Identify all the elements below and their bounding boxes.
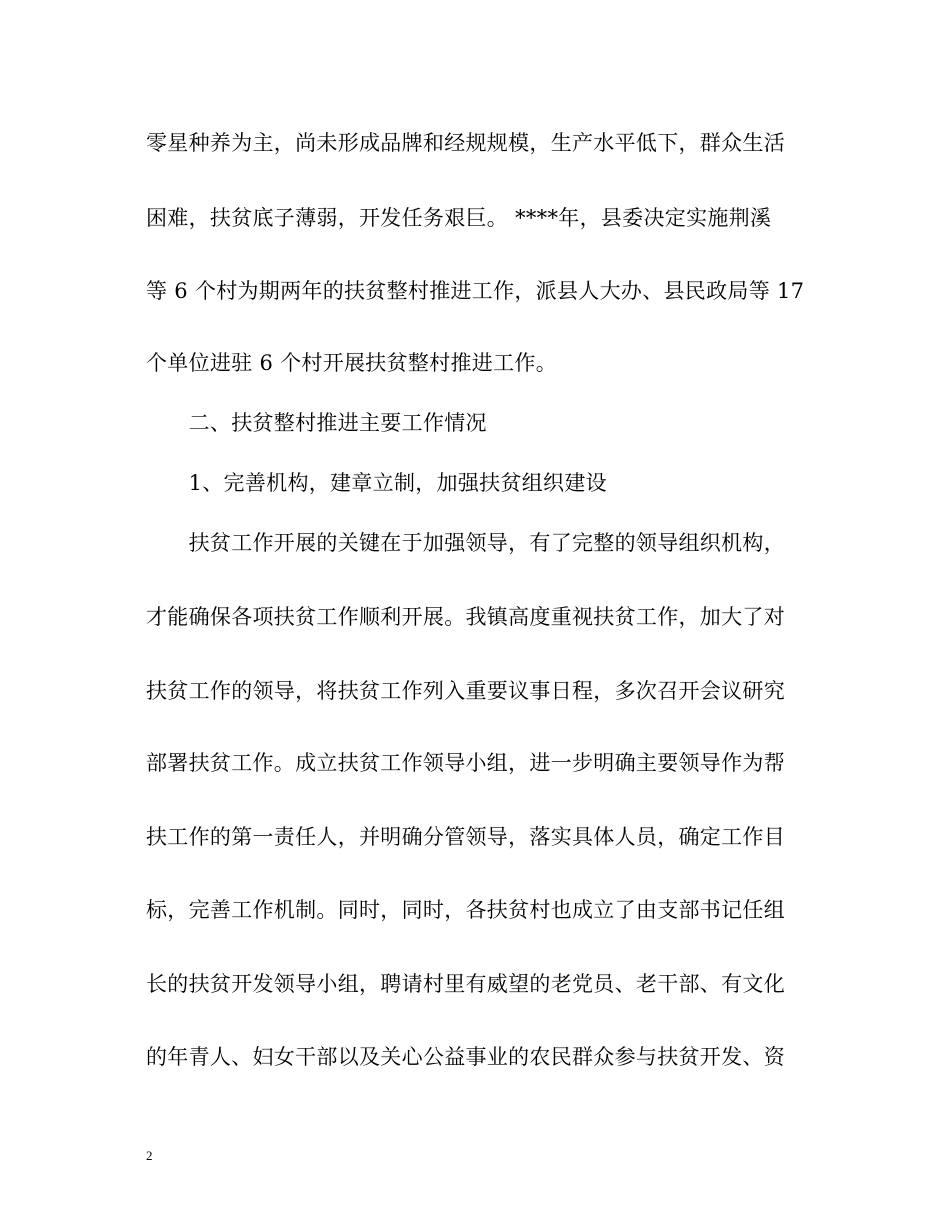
body-text-line: 扶贫工作的领导，将扶贫工作列入重要议事日程，多次召开会议研究	[146, 679, 785, 703]
subsection-heading: 1、完善机构，建章立制，加强扶贫组织建设	[146, 471, 607, 495]
body-text-line: 个单位进驻 6 个村开展扶贫整村推进工作。	[146, 351, 558, 375]
page-number: 2	[146, 1148, 153, 1163]
body-text-line: 部署扶贫工作。成立扶贫工作领导小组，进一步明确主要领导作为帮	[146, 751, 785, 775]
body-text-line: 困难，扶贫底子薄弱，开发任务艰巨。 ****年，县委决定实施荆溪	[146, 206, 772, 230]
body-text-line: 才能确保各项扶贫工作顺利开展。我镇高度重视扶贫工作，加大了对	[146, 605, 785, 629]
body-text-line: 等 6 个村为期两年的扶贫整村推进工作，派县人大办、县民政局等 17	[146, 279, 805, 303]
body-text-line: 长的扶贫开发领导小组，聘请村里有威望的老党员、老干部、有文化	[146, 972, 785, 996]
section-heading: 二、扶贫整村推进主要工作情况	[146, 411, 487, 435]
body-text-line: 的年青人、妇女干部以及关心公益事业的农民群众参与扶贫开发、资	[146, 1045, 785, 1069]
body-text-line: 扶贫工作开展的关键在于加强领导，有了完整的领导组织机构，	[146, 531, 785, 555]
body-text-line: 扶工作的第一责任人，并明确分管领导，落实具体人员，确定工作目	[146, 825, 785, 849]
body-text-line: 标，完善工作机制。同时，同时，各扶贫村也成立了由支部书记任组	[146, 898, 785, 922]
body-text-line: 零星种养为主，尚未形成品牌和经规规模，生产水平低下，群众生活	[146, 131, 785, 155]
